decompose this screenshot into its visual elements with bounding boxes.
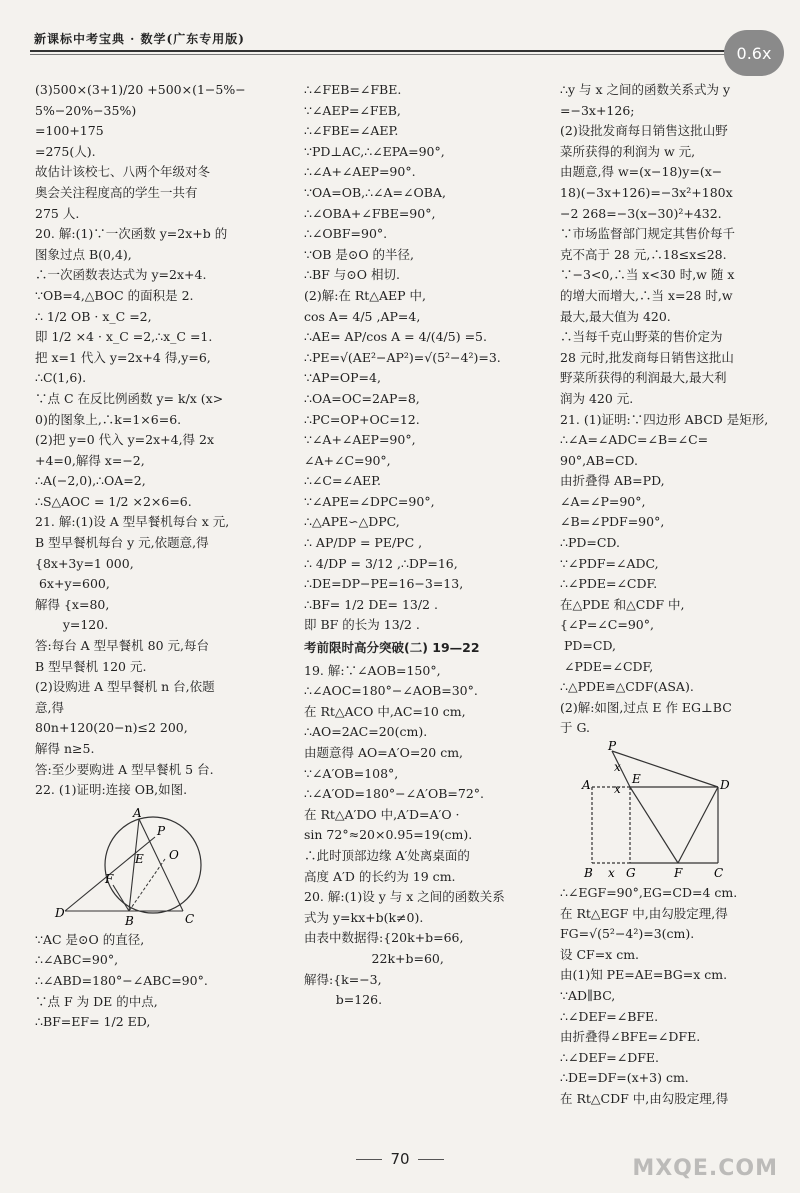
text-line: 解得 n≥5. <box>35 741 95 756</box>
text-line: 高度 A′D 的长约为 19 cm. <box>304 868 456 884</box>
text-line: 90°,AB=CD. <box>560 452 638 468</box>
text-line: =−3x+126; <box>560 102 635 118</box>
text-line: 22. (1)证明:连接 OB,如图. <box>35 782 188 798</box>
figure-circle-label: B <box>125 913 134 928</box>
text-line: 在 Rt△ACO 中,AC=10 cm, <box>304 703 466 719</box>
text-line: 22k+b=60, <box>304 950 444 966</box>
text-line: ∠A+∠C=90°, <box>304 452 391 468</box>
segment-ef <box>630 787 678 863</box>
text-line: (3)500×(3+1)/20 +500×(1−5%− <box>35 82 246 97</box>
text-line: 菜所获得的利润为 w 元, <box>560 143 696 159</box>
figure-rect-label: A <box>582 778 591 792</box>
text-line: 275 人. <box>35 205 80 221</box>
text-line: ∴DE=DF=(x+3) cm. <box>560 1070 689 1086</box>
text-line: 在 Rt△CDF 中,由勾股定理,得 <box>560 1090 729 1106</box>
figure-rect-label: G <box>626 866 636 880</box>
text-line: 由折叠得∠BFE=∠DFE. <box>560 1029 701 1045</box>
text-line: 克不高于 28 元,∴18≤x≤28. <box>560 246 727 262</box>
text-line: 设 CF=x cm. <box>560 946 640 962</box>
page-number-dash-left <box>356 1159 382 1160</box>
text-line: ∴∠A′OD=180°−∠A′OB=72°. <box>304 786 484 802</box>
page-number-text: 70 <box>390 1150 410 1168</box>
text-line: b=126. <box>304 992 383 1008</box>
text-line: ∴OA=OC=2AP=8, <box>304 390 420 406</box>
text-line: ∵PD⊥AC,∴∠EPA=90°, <box>304 143 445 159</box>
text-line: ∴ 1/2 OB · x_C =2, <box>35 308 152 324</box>
text-line: 20. 解:(1)设 y 与 x 之间的函数关系 <box>304 889 505 905</box>
text-line: ∵∠A+∠AEP=90°, <box>304 432 416 448</box>
text-line: ∵AC 是⊙O 的直径, <box>35 931 145 947</box>
text-line: 答:至少要购进 A 型早餐机 5 台. <box>35 761 214 777</box>
text-line: sin 72°≈20×0.95=19(cm). <box>304 827 473 843</box>
text-line: PD=CD, <box>560 638 616 654</box>
text-line: ∴△APE∽△DPC, <box>304 514 400 530</box>
text-line: {8x+3y=1 000, <box>35 555 134 571</box>
column-middle <box>304 80 544 1011</box>
segment-ob-dashed <box>129 859 165 911</box>
text-line: ∵−3<0,∴当 x<30 时,w 随 x <box>560 267 735 283</box>
text-line: 由(1)知 PE=AE=BG=x cm. <box>560 967 728 983</box>
text-line: 由题意,得 w=(x−18)y=(x− <box>560 164 723 180</box>
text-line: =100+175 <box>35 123 104 139</box>
watermark: MXQE.COM <box>632 1156 778 1181</box>
figure-rect-label: x <box>608 866 615 880</box>
text-line: ∴ AP/DP = PE/PC , <box>304 535 423 551</box>
page-number-dash-right <box>418 1159 444 1160</box>
text-line: B 型早餐机每台 y 元,依题意,得 <box>35 535 209 551</box>
text-line: ∴y 与 x 之间的函数关系式为 y <box>560 82 731 97</box>
figure-circle-label: D <box>55 905 65 920</box>
text-line: ∴BF= 1/2 DE= 13/2 . <box>304 596 438 612</box>
text-line: 最大,最大值为 420. <box>560 308 671 324</box>
text-line: −2 268=−3(x−30)²+432. <box>560 205 722 221</box>
text-line: =275(人). <box>35 143 96 159</box>
text-line: ∴S△AOC = 1/2 ×2×6=6. <box>35 493 192 509</box>
text-line: ∴∠A=∠ADC=∠B=∠C= <box>560 432 709 448</box>
text-line: 0)的图象上,∴k=1×6=6. <box>35 411 182 427</box>
text-line: 图象过点 B(0,4), <box>35 246 132 262</box>
text-line: ∴∠OBF=90°. <box>304 226 388 242</box>
text-line: cos A= 4/5 ,AP=4, <box>304 308 421 324</box>
text-line: y=120. <box>35 617 109 633</box>
text-line: ∴∠OBA+∠FBE=90°, <box>304 205 436 221</box>
text-line: 20. 解:(1)∵一次函数 y=2x+b 的 <box>35 226 228 242</box>
text-line: 6x+y=600, <box>35 576 110 592</box>
text-line: 由折叠得 AB=PD, <box>560 473 665 489</box>
text-line: ∴PC=OP+OC=12. <box>304 411 420 427</box>
text-line: ∴∠FBE=∠AEP. <box>304 123 399 139</box>
zoom-level-badge[interactable]: 0.6x <box>724 30 784 76</box>
text-line: 80n+120(20−n)≤2 200, <box>35 720 188 736</box>
text-line: 答:每台 A 型早餐机 80 元,每台 <box>35 638 210 654</box>
text-line: 即 1/2 ×4 · x_C =2,∴x_C =1. <box>35 329 213 345</box>
text-line: ∵OB 是⊙O 的半径, <box>304 246 415 262</box>
text-line: 即 BF 的长为 13/2 . <box>304 617 420 633</box>
text-line: ∵AD∥BC, <box>560 987 616 1003</box>
figure-circle-label: A <box>133 805 142 820</box>
text-line: (2)把 y=0 代入 y=2x+4,得 2x <box>35 432 215 448</box>
figure-circle-label: F <box>105 871 114 886</box>
text-line: B 型早餐机 120 元. <box>35 658 147 674</box>
text-line: 解得:{k=−3, <box>304 971 382 987</box>
text-line: (2)解:在 Rt△AEP 中, <box>304 287 426 303</box>
page-header: 新课标中考宝典 · 数学(广东专用版) <box>34 32 245 46</box>
text-line: ∠PDE=∠CDF, <box>560 658 654 674</box>
figure-rect-label: F <box>674 866 683 880</box>
text-line: (2)设购进 A 型早餐机 n 台,依题 <box>35 679 215 695</box>
text-line: 21. (1)证明:∵四边形 ABCD 是矩形, <box>560 411 769 427</box>
figure-rect-label: E <box>632 772 641 786</box>
text-line: ∴PE=√(AE²−AP²)=√(5²−4²)=3. <box>304 349 501 365</box>
text-line: (2)解:如图,过点 E 作 EG⊥BC <box>560 699 732 715</box>
column-right <box>560 80 775 1110</box>
text-line: 18)(−3x+126)=−3x²+180x <box>560 184 733 200</box>
figure-rect-fold <box>560 741 730 881</box>
text-line: ∵OB=4,△BOC 的面积是 2. <box>35 287 194 303</box>
text-line: ∵∠A′OB=108°, <box>304 765 399 781</box>
text-line: ∴PD=CD. <box>560 535 620 551</box>
text-line: 21. 解:(1)设 A 型早餐机每台 x 元, <box>35 514 230 530</box>
text-line: 19. 解:∵∠AOB=150°, <box>304 662 441 678</box>
figure-rect-label: x <box>614 782 621 796</box>
text-line: 野菜所获得的利润最大,最大利 <box>560 370 727 386</box>
text-line: ∴∠DEF=∠DFE. <box>560 1049 659 1065</box>
text-line: ∵∠APE=∠DPC=90°, <box>304 493 435 509</box>
figure-rect-label: C <box>714 866 724 880</box>
figure-rect-label: P <box>608 741 617 753</box>
text-line: ∴当每千克山野菜的售价定为 <box>560 329 723 345</box>
text-line: 于 G. <box>560 720 590 736</box>
text-line: 的增大而增大,∴当 x=28 时,w <box>560 287 733 303</box>
text-line: 故估计该校七、八两个年级对冬 <box>35 164 211 180</box>
text-line: ∵点 C 在反比例函数 y= k/x (x> <box>35 390 224 406</box>
text-line: 在 Rt△EGF 中,由勾股定理,得 <box>560 905 728 921</box>
text-line: 润为 420 元. <box>560 390 634 406</box>
text-line: ∴一次函数表达式为 y=2x+4. <box>35 267 207 283</box>
text-line: ∠A=∠P=90°, <box>560 493 646 509</box>
text-line: ∴此时顶部边缘 A′处离桌面的 <box>304 847 470 863</box>
text-line: ∴BF=EF= 1/2 ED, <box>35 1014 151 1030</box>
text-line: 奥会关注程度高的学生一共有 <box>35 184 198 200</box>
text-line: ∴BF 与⊙O 相切. <box>304 267 400 283</box>
text-line: ∠B=∠PDF=90°, <box>560 514 665 530</box>
text-line: ∴∠FEB=∠FBE. <box>304 82 402 97</box>
text-line: ∴AE= AP/cos A = 4/(4/5) =5. <box>304 329 487 345</box>
text-line: 由题意得 AO=A′O=20 cm, <box>304 745 464 760</box>
header-rule <box>30 50 770 52</box>
text-line: ∴∠A+∠AEP=90°. <box>304 164 416 180</box>
text-line: ∴∠PDE=∠CDF. <box>560 576 658 592</box>
text-line: 式为 y=kx+b(k≠0). <box>304 909 424 925</box>
text-line: ∵AP=OP=4, <box>304 370 381 386</box>
figure-circle-label: E <box>135 851 144 866</box>
text-line: ∴DE=DP−PE=16−3=13, <box>304 576 464 592</box>
segment-df <box>678 787 718 863</box>
text-line: ∵∠AEP=∠FEB, <box>304 102 401 118</box>
text-line: ∴AO=2AC=20(cm). <box>304 724 428 740</box>
text-line: {∠P=∠C=90°, <box>560 617 654 633</box>
figure-rect-label: B <box>584 866 593 880</box>
text-line: +4=0,解得 x=−2, <box>35 452 145 468</box>
text-line: 意,得 <box>35 699 64 715</box>
figure-circle-geometry <box>35 803 205 928</box>
text-line: ∴∠C=∠AEP. <box>304 473 381 489</box>
text-line: 考前限时高分突破(二) 19—22 <box>304 640 480 656</box>
figure-circle-label: O <box>169 847 179 862</box>
text-line: ∴∠ABC=90°, <box>35 952 119 968</box>
text-line: ∵OA=OB,∴∠A=∠OBA, <box>304 184 446 200</box>
segment-fb <box>113 885 129 911</box>
figure-rect-label: x <box>614 760 621 774</box>
figure-circle-label: P <box>157 823 166 838</box>
text-line: 解得 {x=80, <box>35 596 110 612</box>
text-line: 把 x=1 代入 y=2x+4 得,y=6, <box>35 349 211 365</box>
text-line: ∴C(1,6). <box>35 370 87 386</box>
text-line: ∵∠PDF=∠ADC, <box>560 555 659 571</box>
text-line: ∴∠ABD=180°−∠ABC=90°. <box>35 972 208 988</box>
figure-circle-label: C <box>185 911 195 926</box>
text-line: ∵点 F 为 DE 的中点, <box>35 993 158 1009</box>
text-line: FG=√(5²−4²)=3(cm). <box>560 926 695 942</box>
text-line: (2)设批发商每日销售这批山野 <box>560 123 728 139</box>
text-line: ∵市场监督部门规定其售价每千 <box>560 226 736 242</box>
text-line: ∴∠AOC=180°−∠AOB=30°. <box>304 683 478 699</box>
header-rule-thin <box>30 54 770 55</box>
column-left <box>35 80 275 1033</box>
text-line: ∴A(−2,0),∴OA=2, <box>35 473 146 489</box>
text-line: 在 Rt△A′DO 中,A′D=A′O · <box>304 806 460 822</box>
circle-o <box>105 817 201 913</box>
text-line: ∴∠DEF=∠BFE. <box>560 1008 659 1024</box>
text-line: 由表中数据得:{20k+b=66, <box>304 930 464 946</box>
text-line: ∴△PDE≌△CDF(ASA). <box>560 679 694 695</box>
text-line: 28 元时,批发商每日销售这批山 <box>560 349 734 365</box>
text-line: 5%−20%−35%) <box>35 102 137 118</box>
text-line: 在△PDE 和△CDF 中, <box>560 596 685 612</box>
figure-rect-label: D <box>720 778 730 792</box>
text-line: ∴ 4/DP = 3/12 ,∴DP=16, <box>304 555 458 571</box>
text-line: ∴∠EGF=90°,EG=CD=4 cm. <box>560 885 738 900</box>
